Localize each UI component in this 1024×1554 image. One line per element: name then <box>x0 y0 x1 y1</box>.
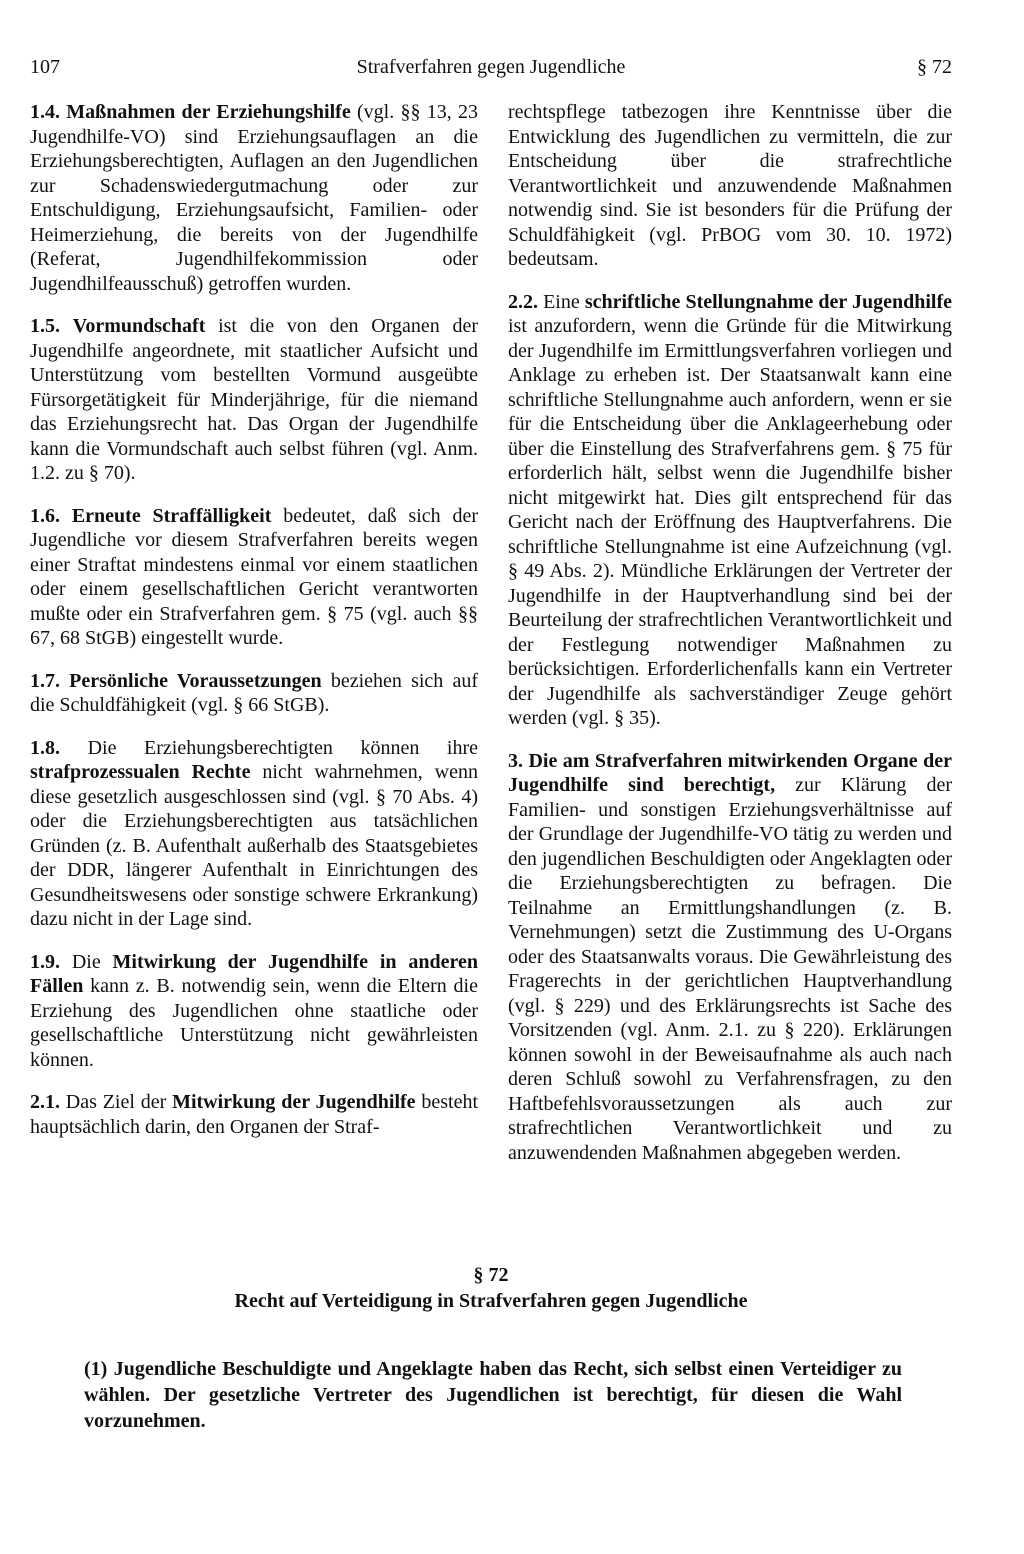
para-text: besteht hauptsächlich darin, den Organen der Straf- <box>30 1091 478 1138</box>
para-pre: Das Ziel der <box>60 1091 173 1113</box>
para-keyword: strafprozessualen Rechte <box>30 761 251 783</box>
section-title: Recht auf Verteidigung in Strafverfahren gegen Jugendliche <box>234 1290 748 1312</box>
para-text: kann z. B. notwendig sein, wenn die Eltern die Erziehung des Jugendlichen ohne staatliche oder gesellschaftliche Unterstützung nicht gewährleisten können. <box>30 975 478 1071</box>
section-heading <box>30 1262 952 1314</box>
paragraph-1-5 <box>30 314 478 486</box>
page-header <box>30 56 952 86</box>
page-number: 107 <box>30 56 60 78</box>
para-keyword: schriftliche Stellungnahme der Jugendhilfe <box>584 290 952 313</box>
para-number: 1.7. <box>30 669 60 692</box>
paragraph-1-7 <box>30 669 478 718</box>
para-number: 1.4. <box>30 101 60 123</box>
paragraph-2-2 <box>508 290 952 731</box>
paragraph-1-9 <box>30 950 478 1073</box>
para-number: 2.2. <box>508 290 538 313</box>
left-column <box>30 100 478 1157</box>
para-number: 2.1. <box>30 1091 60 1113</box>
paragraph-1-4 <box>30 100 478 296</box>
paragraph-1-6 <box>30 504 478 651</box>
para-pre: Eine <box>538 290 585 313</box>
para-number: 1.8. <box>30 736 60 759</box>
para-number: 1.9. <box>30 950 60 973</box>
para-text: nicht wahrnehmen, wenn diese gesetzlich ausgeschlossen sind (vgl. § 70 Abs. 4) oder die Erziehungsberechtigten aus tatsächlichen Gründen (z. B. Aufenthalt außerhalb des Staatsgebietes der DDR, längerer Aufenthalt in Einrichtungen des Gesundheitswesens oder sonstige schwere Erkrankung) dazu nicht in der Lage sind. <box>30 761 478 930</box>
paragraph-2-1-continued: rechtspflege tatbezogen ihre Kenntnisse über die Entwicklung des Jugendlichen zu vermitteln, die zur Entscheidung über die strafrechtliche Verantwortlichkeit und anzuwendende Maßnahmen notwendig sind. Sie ist besonders für die Prüfung der Schuldfähigkeit (vgl. PrBOG vom 30. 10. 1972) bedeutsam. <box>508 101 952 270</box>
para-keyword: 3. Die am Strafverfahren mitwirkenden Organe der Jugendhilfe sind berechtigt, <box>508 749 952 796</box>
para-keyword: Maßnahmen der Erziehungshilfe <box>66 101 351 123</box>
para-number: 1.5. <box>30 315 60 337</box>
para-number: 1.6. <box>30 504 60 527</box>
section-paragraph-1: (1) Jugendliche Beschuldigte und Angeklagte haben das Recht, sich selbst einen Verteidiger zu wählen. Der gesetzliche Vertreter des Jugendlichen ist berechtigt, für diesen die Wahl vorzunehmen. <box>84 1358 902 1432</box>
para-text: zur Klärung der Familien- und sonstigen Erziehungsverhältnisse auf der Grundlage der Jugendhilfe-VO tätig zu werden und den jugendlichen Beschuldigten oder Angeklagten oder die Erziehungsberechtigten zu befragen. Die Teilnahme an Ermittlungshandlungen (z. B. Vernehmungen) setzt die Zustimmung des U-Organs oder des Staatsanwalts voraus. Die Gewährleistung des Fragerechts in der gerichtlichen Hauptverhandlung (vgl. § 229) und des Erklärungsrechts ist Sache des Vorsitzenden (vgl. Anm. 2.1. zu § 220). Erklärungen können sowohl in der Beweisaufnahme als auch nach deren Schluß sowohl zu Verfahrensfragen, zu den Haftbefehlsvoraussetzungen als auch zur strafrechtlichen Verantwortlichkeit und zu anzuwendenden Maßnahmen abgegeben werden. <box>508 774 952 1164</box>
para-text: beziehen sich auf die Schuldfähigkeit (vgl. § 66 StGB). <box>30 669 479 716</box>
running-title: Strafverfahren gegen Jugendliche <box>356 56 626 78</box>
paragraph-2-1 <box>30 1090 478 1139</box>
right-column <box>508 100 952 1183</box>
para-pre: Die <box>60 950 113 973</box>
para-keyword: Persönliche Voraussetzungen <box>69 669 322 692</box>
para-text: (vgl. §§ 13, 23 Jugendhilfe-VO) sind Erziehungsauflagen an die Erziehungsberechtigten, Auflagen an den Jugendlichen zur Schadenswiedergutmachung oder zur Entschuldigung, Erziehungsaufsicht, Familien- oder Heimerziehung, die bereits von der Jugendhilfe (Referat, Jugendhilfekommission oder Jugendhilfeausschuß) getroffen wurden. <box>30 101 479 295</box>
para-keyword: Vormundschaft <box>72 315 206 337</box>
para-pre: Die Erziehungsberechtigten können ihre <box>60 736 478 759</box>
para-text: ist die von den Organen der Jugendhilfe angeordnete, mit staatlicher Aufsicht und Unterstützung vom bestellten Vormund ausgeübte Fürsorgetätigkeit für Minderjährige, für die niemand das Erziehungsrecht hat. Das Organ der Jugendhilfe kann die Vormundschaft auch selbst führen (vgl. Anm. 1.2. zu § 70). <box>30 315 478 484</box>
para-keyword: Erneute Straffälligkeit <box>71 504 272 527</box>
paragraph-1-8 <box>30 736 478 932</box>
section-number: § 72 <box>473 1264 509 1286</box>
para-text: bedeutet, daß sich der Jugendliche vor diesem Strafverfahren bereits wegen einer Straftat mindestens einmal vor einem staatlichen oder einem gesellschaftlichen Gericht verantworten mußte oder ein Strafverfahren gem. § 75 (vgl. auch §§ 67, 68 StGB) eingestellt wurde. <box>30 504 478 649</box>
paragraph-3 <box>508 749 952 1166</box>
para-keyword: Mitwirkung der Jugendhilfe <box>172 1091 416 1113</box>
header-section-ref: § 72 <box>917 56 952 78</box>
para-keyword: Mitwirkung der Jugendhilfe in anderen Fällen <box>30 950 478 997</box>
para-text: ist anzufordern, wenn die Gründe für die Mitwirkung der Jugendhilfe im Ermittlungsverfahren vorliegen und Anklage zu erheben ist. Der Staatsanwalt kann eine schriftliche Stellungnahme auch anfordern, wenn er sie für die Entscheidung über die Anklageerhebung oder über die Einstellung des Strafverfahrens gem. § 75 für erforderlich hält, selbst wenn die Jugendhilfe bisher nicht mitgewirkt hat. Dies gilt entsprechend für das Gericht nach der Eröffnung des Hauptverfahrens. Die schriftliche Stellungnahme ist eine Aufzeichnung (vgl. § 49 Abs. 2). Mündliche Erklärungen der Vertreter der Jugendhilfe in der Hauptverhandlung sind bei der Beurteilung der strafrechtlichen Verantwortlichkeit und der Festlegung notwendiger Maßnahmen zu berücksichtigen. Erforderlichenfalls kann ein Vertreter der Jugendhilfe als sachverständiger Zeuge gehört werden (vgl. § 35). <box>508 315 952 729</box>
